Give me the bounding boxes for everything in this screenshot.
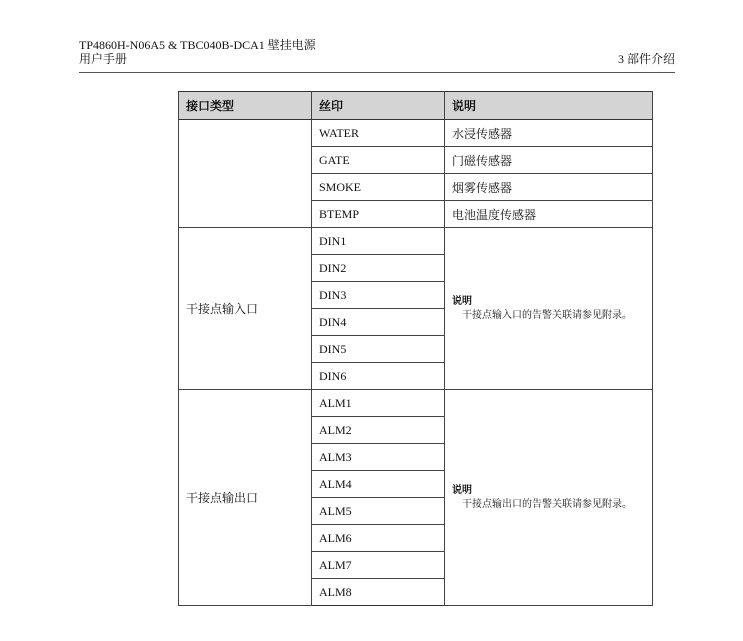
silk-cell: GATE	[312, 147, 445, 174]
section-label: 3 部件介绍	[617, 52, 675, 66]
desc-cell: 烟雾传感器	[445, 174, 653, 201]
silk-cell: DIN1	[312, 228, 445, 255]
sensor-type-cell	[179, 120, 312, 228]
table-row	[179, 228, 653, 255]
silk-cell: BTEMP	[312, 201, 445, 228]
column-header-desc: 说明	[445, 92, 653, 120]
table-row	[179, 390, 653, 417]
silk-cell: ALM1	[312, 390, 445, 417]
note-text: 干接点输出口的告警关联请参见附录。	[462, 498, 632, 510]
input-note-cell	[445, 228, 653, 390]
header-row	[79, 52, 675, 66]
header-divider	[79, 72, 675, 73]
note-label: 说明	[452, 484, 472, 496]
note-text: 干接点输入口的告警关联请参见附录。	[462, 309, 632, 321]
document-title: TP4860H-N06A5 & TBC040B-DCA1 壁挂电源	[79, 38, 316, 52]
silk-cell: ALM7	[312, 552, 445, 579]
silk-cell: DIN6	[312, 363, 445, 390]
silk-cell: ALM6	[312, 525, 445, 552]
silk-cell: WATER	[312, 120, 445, 147]
silk-cell: DIN5	[312, 336, 445, 363]
silk-cell: ALM8	[312, 579, 445, 606]
output-type-cell: 干接点输出口	[179, 390, 312, 606]
silk-cell: ALM4	[312, 471, 445, 498]
page-header	[79, 38, 675, 66]
silk-cell: DIN3	[312, 282, 445, 309]
desc-cell: 门磁传感器	[445, 147, 653, 174]
silk-cell: ALM5	[312, 498, 445, 525]
column-header-silk: 丝印	[312, 92, 445, 120]
interface-table	[178, 91, 653, 606]
silk-cell: ALM2	[312, 417, 445, 444]
column-header-type: 接口类型	[179, 92, 312, 120]
desc-cell: 水浸传感器	[445, 120, 653, 147]
input-type-cell: 干接点输入口	[179, 228, 312, 390]
manual-label: 用户手册	[79, 52, 128, 66]
silk-cell: DIN4	[312, 309, 445, 336]
silk-cell: DIN2	[312, 255, 445, 282]
output-note-cell	[445, 390, 653, 606]
silk-cell: SMOKE	[312, 174, 445, 201]
table-header-row	[179, 92, 653, 120]
table-row	[179, 120, 653, 147]
silk-cell: ALM3	[312, 444, 445, 471]
note-label: 说明	[452, 295, 472, 307]
desc-cell: 电池温度传感器	[445, 201, 653, 228]
